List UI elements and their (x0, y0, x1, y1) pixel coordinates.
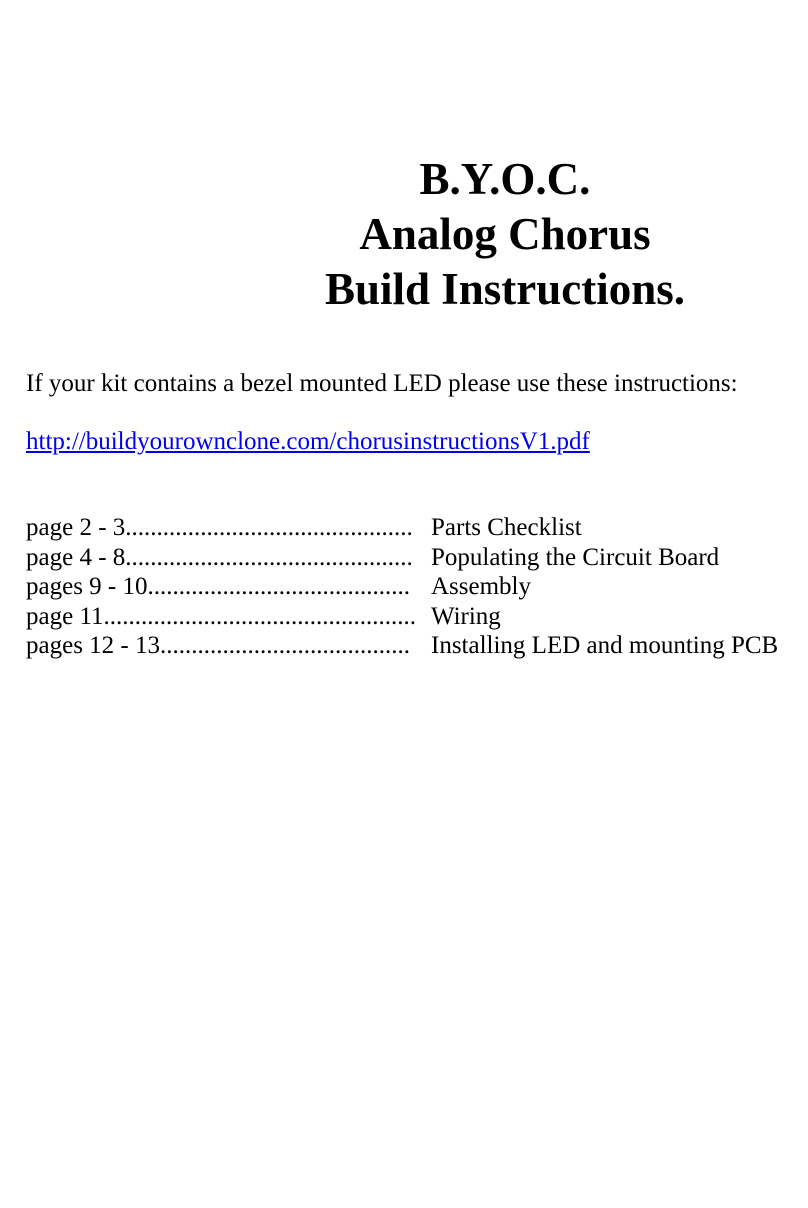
toc-section: Parts Checklist (431, 514, 582, 541)
toc-row (26, 513, 778, 543)
toc-pages-cell (26, 631, 431, 661)
toc-leader-dots: ........................................ (160, 632, 410, 659)
toc-pages: page 2 - 3 (26, 514, 126, 541)
title-line-1: B.Y.O.C. (419, 154, 591, 204)
instructions-link[interactable]: http://buildyourownclone.com/chorusinstructionsV1.pdf (26, 428, 590, 455)
toc-leader-dots: .............................................. (125, 543, 413, 571)
toc-row (26, 631, 778, 661)
toc-leader-dots: .......................................... (147, 573, 410, 600)
toc-section: Populating the Circuit Board (431, 543, 720, 571)
toc-pages: pages 9 - 10 (26, 573, 148, 600)
toc-row (26, 602, 778, 632)
document-title (210, 152, 800, 317)
toc-row (26, 572, 778, 602)
toc-section: Wiring (431, 602, 501, 630)
toc-row (26, 543, 778, 573)
toc-pages-cell (26, 572, 431, 602)
toc-pages-cell (26, 513, 431, 543)
intro-text: If your kit contains a bezel mounted LED please use these instructions: (26, 370, 738, 397)
toc-section: Assembly (431, 573, 531, 600)
toc-pages-cell (26, 543, 431, 573)
toc-pages-cell (26, 602, 431, 632)
toc-leader-dots: .................................................. (103, 602, 417, 630)
table-of-contents (26, 513, 778, 661)
toc-pages: page 4 - 8 (26, 543, 126, 571)
toc-pages: page 11 (26, 602, 104, 630)
toc-leader-dots: .............................................. (125, 514, 413, 541)
title-line-3: Build Instructions. (324, 264, 686, 314)
toc-pages: pages 12 - 13 (26, 632, 160, 659)
toc-section: Installing LED and mounting PCB (431, 632, 779, 659)
title-line-2: Analog Chorus (359, 209, 651, 259)
